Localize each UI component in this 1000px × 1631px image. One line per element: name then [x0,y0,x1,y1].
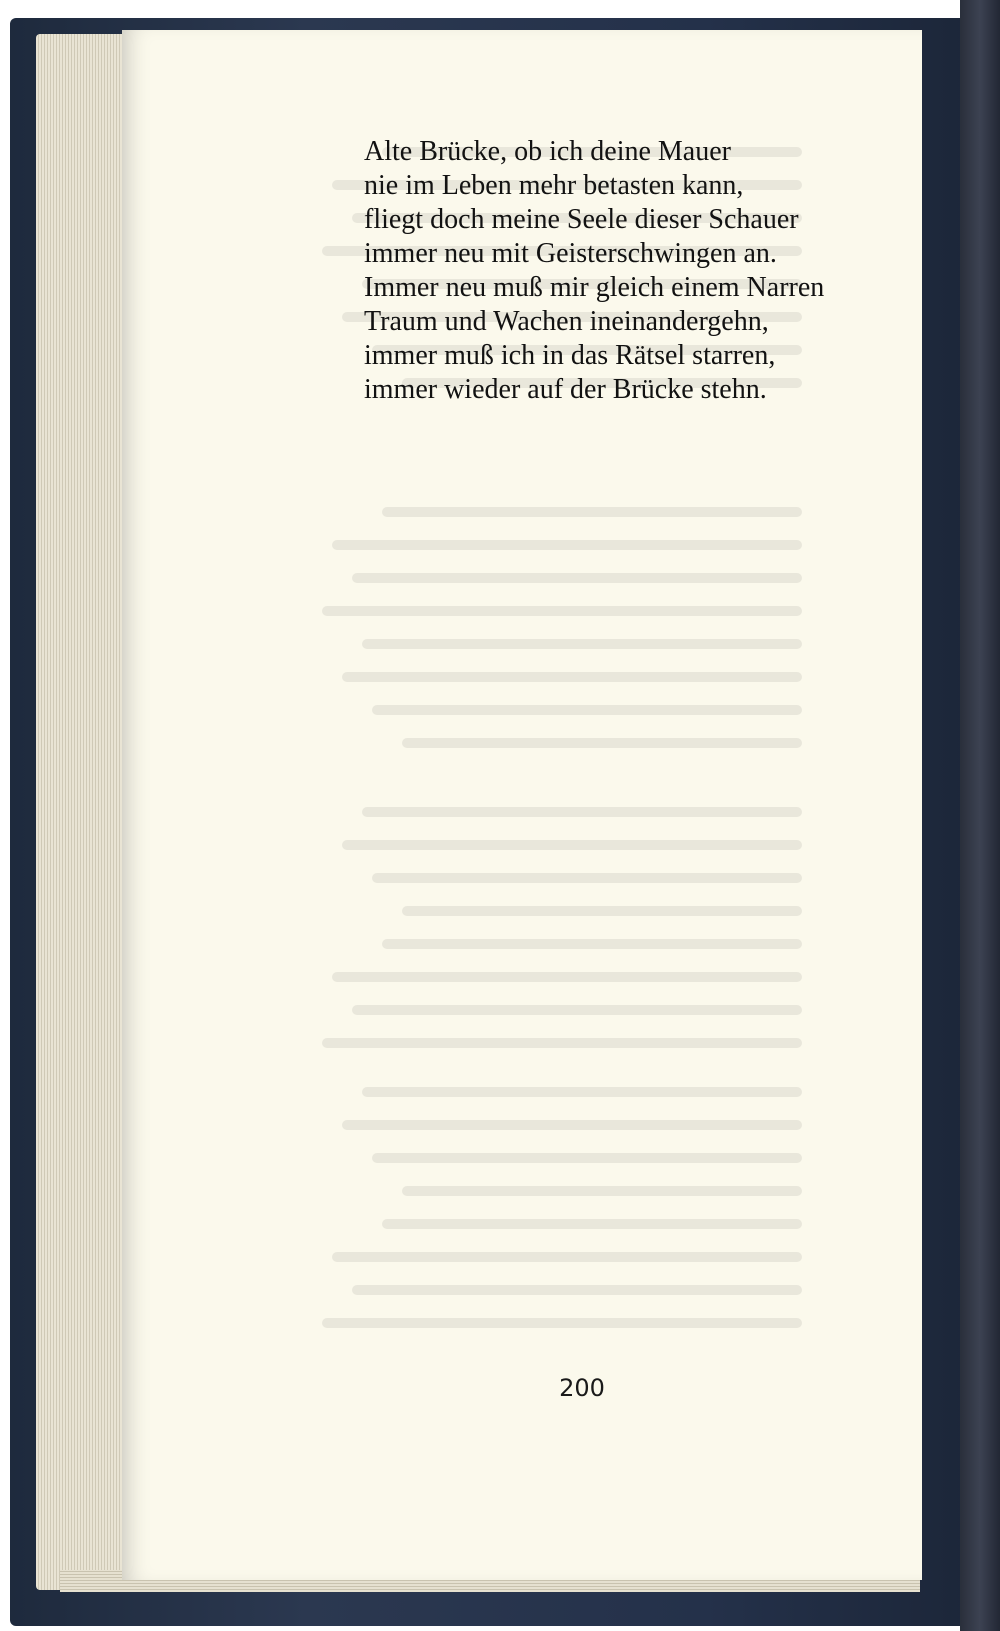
showthrough-line [352,573,802,583]
showthrough-line [332,540,802,550]
showthrough-line [402,738,802,748]
showthrough-line [322,606,802,616]
showthrough-line [342,672,802,682]
showthrough-line [322,1038,802,1048]
poem-line: immer neu mit Geisterschwingen an. [364,238,777,269]
showthrough-line [382,939,802,949]
poem-stanza [364,135,824,407]
showthrough-line [362,1087,802,1097]
showthrough-line [332,1252,802,1262]
showthrough-line [382,507,802,517]
poem-line: nie im Leben mehr betasten kann, [364,170,744,201]
page-edges-left [36,34,126,1590]
showthrough-line [362,639,802,649]
poem-line: immer wieder auf der Brücke stehn. [364,374,767,405]
showthrough-line [342,1120,802,1130]
showthrough-line [332,972,802,982]
poem-line: Alte Brücke, ob ich deine Mauer [364,136,731,167]
showthrough-line [372,873,802,883]
showthrough-line [402,906,802,916]
poem-line: Immer neu muß mir gleich einem Narren [364,272,825,303]
poem-line: fliegt doch meine Seele dieser Schauer [364,204,799,235]
showthrough-line [382,1219,802,1229]
showthrough-line [352,1005,802,1015]
showthrough-line [342,840,802,850]
poem-line: immer muß ich in das Rätsel starren, [364,340,776,371]
showthrough-line [402,1186,802,1196]
showthrough-line [372,705,802,715]
showthrough-line [372,1153,802,1163]
showthrough-line [362,807,802,817]
page-number: 200 [559,1374,605,1402]
showthrough-line [352,1285,802,1295]
book-page [122,30,922,1580]
showthrough-line [322,1318,802,1328]
poem-line: Traum und Wachen ineinandergehn, [364,306,769,337]
